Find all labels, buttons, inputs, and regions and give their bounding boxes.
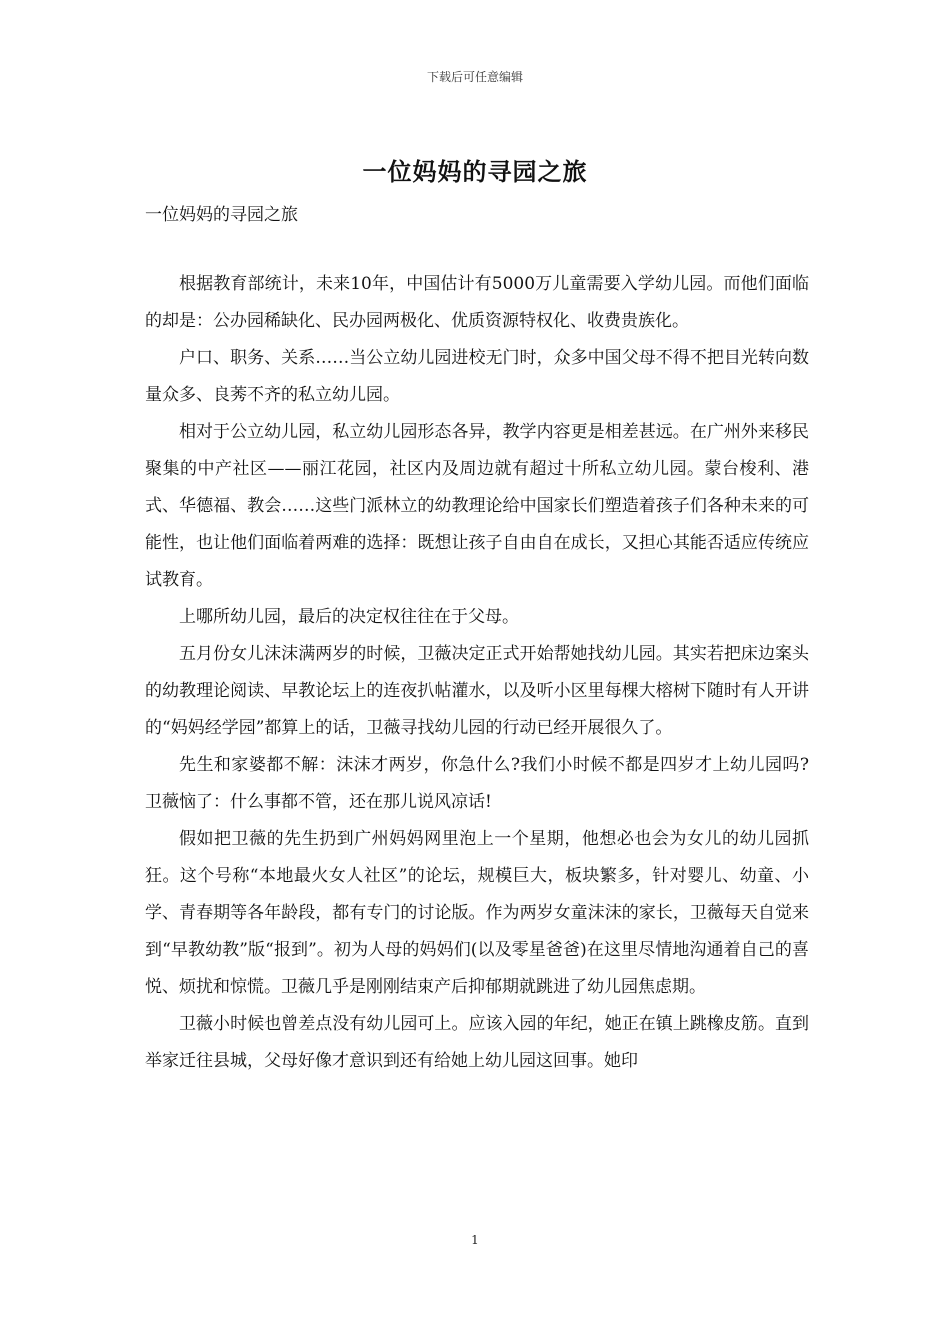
paragraph: 假如把卫薇的先生扔到广州妈妈网里泡上一个星期，他想必也会为女儿的幼儿园抓狂。这个号称“本地最火女人社区”的论坛，规模巨大，板块繁多，针对婴儿、幼童、小学、青春期等各年龄段，都有专门的讨论版。作为两岁女童沫沫的家长，卫薇每天自觉来到“早教幼教”版“报到”。初为人母的妈妈们(以及零星爸爸)在这里尽情地沟通着自己的喜悦、烦扰和惊慌。卫薇几乎是刚刚结束产后抑郁期就跳进了幼儿园焦虑期。 <box>145 829 809 997</box>
paragraph: 户口、职务、关系……当公立幼儿园进校无门时，众多中国父母不得不把目光转向数量众多、良莠不齐的私立幼儿园。 <box>145 348 809 405</box>
paragraph: 根据教育部统计，未来10年，中国估计有5000万儿童需要入学幼儿园。而他们面临的却是：公办园稀缺化、民办园两极化、优质资源特权化、收费贵族化。 <box>145 274 809 331</box>
paragraph: 五月份女儿沫沫满两岁的时候，卫薇决定正式开始帮她找幼儿园。其实若把床边案头的幼教理论阅读、早教论坛上的连夜扒帖灌水，以及听小区里每棵大榕树下随时有人开讲的“妈妈经学园”都算上的话，卫薇寻找幼儿园的行动已经开展很久了。 <box>145 644 809 738</box>
header-note: 下载后可任意编辑 <box>426 70 523 84</box>
paragraph: 相对于公立幼儿园，私立幼儿园形态各异，教学内容更是相差甚远。在广州外来移民聚集的中产社区——丽江花园，社区内及周边就有超过十所私立幼儿园。蒙台梭利、港式、华德福、教会……这些门派林立的幼教理论给中国家长们塑造着孩子们各种未来的可能性，也让他们面临着两难的选择：既想让孩子自由自在成长，又担心其能否适应传统应试教育。 <box>145 422 809 590</box>
page-number: 1 <box>471 1233 479 1247</box>
paragraph: 上哪所幼儿园，最后的决定权往往在于父母。 <box>179 607 519 627</box>
document-body <box>145 266 809 1080</box>
paragraph: 卫薇小时候也曾差点没有幼儿园可上。应该入园的年纪，她正在镇上跳橡皮筋。直到举家迁往县城，父母好像才意识到还有给她上幼儿园这回事。她印 <box>145 1014 809 1071</box>
document-title: 一位妈妈的寻园之旅 <box>362 157 588 186</box>
paragraph: 先生和家婆都不解：沫沫才两岁，你急什么?我们小时候不都是四岁才上幼儿园吗?卫薇恼了：什么事都不管，还在那儿说风凉话! <box>145 755 809 812</box>
document-subtitle: 一位妈妈的寻园之旅 <box>145 205 298 225</box>
